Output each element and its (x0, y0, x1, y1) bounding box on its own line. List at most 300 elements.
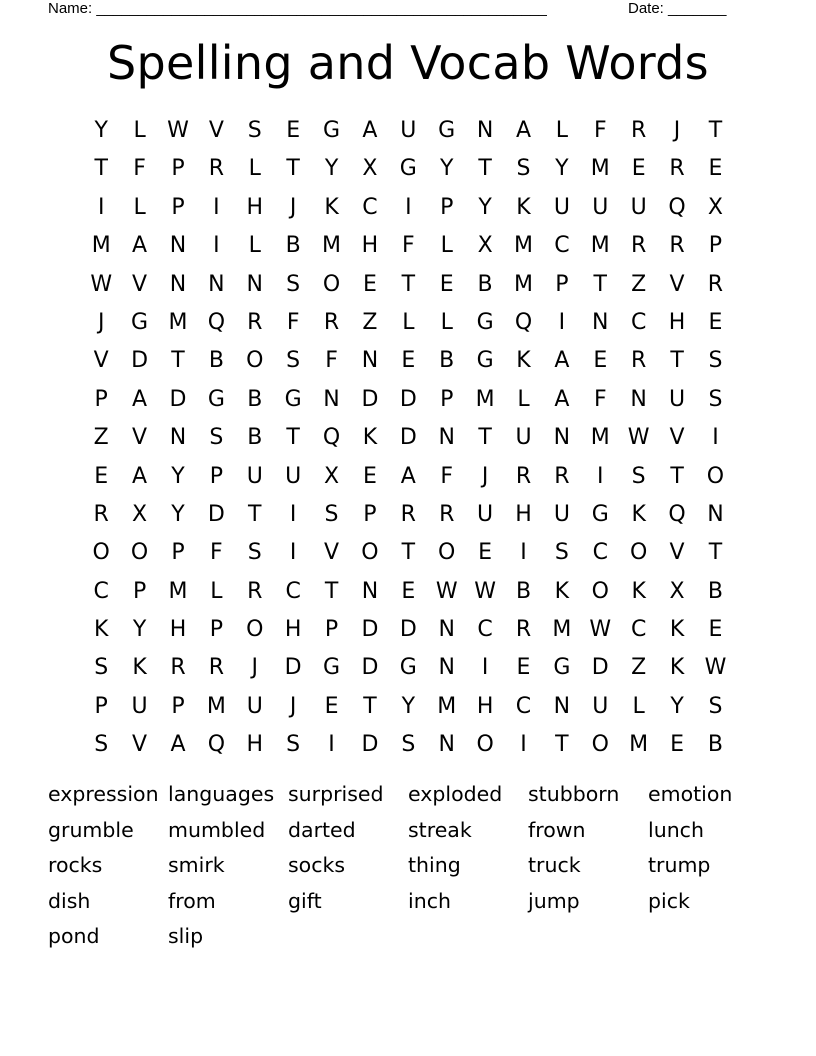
grid-letter: P (132, 578, 147, 604)
word-bank-item: streak (408, 817, 472, 842)
grid-letter: K (516, 348, 531, 374)
word-search-grid (82, 112, 735, 765)
grid-letter: S (94, 655, 109, 681)
grid-letter: T (708, 118, 723, 143)
grid-letter: W (167, 118, 189, 143)
grid-letter: T (363, 693, 377, 719)
grid-letter: M (629, 732, 649, 758)
grid-letter: G (399, 156, 417, 182)
grid-letter: D (361, 732, 379, 758)
grid-letter: E (362, 463, 377, 489)
grid-letter: J (251, 655, 258, 681)
grid-letter: Y (478, 194, 492, 220)
grid-letter: N (246, 271, 263, 297)
word-bank-item: lunch (648, 817, 704, 842)
grid-letter: N (169, 425, 187, 451)
grid-letter: O (630, 540, 648, 566)
grid-letter: T (401, 271, 416, 297)
grid-letter: U (592, 194, 609, 220)
grid-letter: K (669, 617, 685, 643)
word-bank-item: jump (528, 888, 580, 913)
grid-letter: B (247, 386, 263, 412)
word-bank (48, 777, 768, 955)
grid-letter: O (246, 617, 264, 643)
grid-letter: V (132, 425, 148, 451)
grid-row (82, 458, 735, 496)
grid-letter: E (324, 693, 339, 719)
grid-letter: U (246, 693, 263, 719)
grid-letter: K (669, 655, 685, 681)
grid-letter: I (520, 540, 527, 566)
grid-letter: R (631, 118, 647, 143)
grid-letter: L (440, 233, 453, 259)
grid-letter: S (324, 501, 339, 527)
grid-letter: N (630, 386, 647, 412)
grid-letter: R (400, 501, 416, 527)
grid-letter: S (631, 463, 646, 489)
grid-letter: M (168, 309, 188, 335)
grid-letter: Q (514, 309, 533, 335)
grid-letter: M (206, 693, 226, 719)
grid-letter: I (97, 194, 105, 220)
grid-letter: Y (171, 501, 185, 527)
grid-letter: V (132, 732, 148, 758)
grid-letter: N (592, 309, 609, 335)
grid-letter: Y (132, 617, 147, 643)
grid-letter: E (631, 156, 646, 182)
grid-letter: Z (631, 271, 647, 297)
grid-letter: H (169, 617, 187, 643)
grid-letter: S (708, 348, 723, 374)
grid-letter: A (515, 118, 532, 143)
grid-letter: L (210, 578, 223, 604)
grid-letter: L (440, 309, 453, 335)
grid-letter: F (210, 540, 223, 566)
grid-letter: V (132, 271, 148, 297)
grid-letter: E (516, 655, 531, 681)
grid-letter: A (362, 118, 378, 143)
grid-letter: G (207, 386, 225, 412)
grid-letter: T (94, 156, 108, 182)
grid-letter: A (132, 233, 148, 259)
grid-letter: C (630, 309, 647, 335)
grid-letter: H (284, 617, 302, 643)
grid-row (82, 496, 735, 534)
grid-letter: C (285, 578, 301, 604)
grid-letter: B (439, 348, 455, 374)
grid-letter: W (474, 578, 496, 604)
name-field-label[interactable]: Name: ______________________________________________________ (48, 0, 547, 17)
grid-letter: A (132, 463, 148, 489)
word-bank-item: from (168, 888, 216, 913)
grid-letter: B (285, 233, 301, 259)
word-bank-item: socks (288, 853, 346, 877)
grid-letter: J (289, 194, 297, 220)
grid-letter: C (592, 540, 608, 566)
grid-letter: J (289, 693, 297, 719)
grid-row (82, 381, 735, 419)
grid-row (82, 112, 735, 150)
grid-letter: N (553, 425, 571, 451)
grid-letter: I (481, 655, 489, 681)
grid-letter: P (171, 156, 185, 182)
grid-letter: O (591, 732, 609, 758)
grid-letter: T (248, 501, 262, 527)
grid-letter: U (246, 463, 263, 489)
grid-letter: V (324, 540, 340, 566)
grid-letter: S (247, 118, 262, 143)
grid-letter: R (631, 233, 647, 259)
grid-letter: P (708, 233, 723, 259)
grid-letter: Q (668, 194, 686, 220)
grid-letter: R (439, 501, 455, 527)
grid-letter: Z (93, 425, 109, 451)
grid-letter: C (630, 617, 647, 643)
grid-letter: U (630, 194, 647, 220)
grid-letter: R (707, 271, 724, 297)
grid-letter: W (704, 655, 727, 681)
grid-letter: O (706, 463, 725, 489)
grid-letter: D (131, 348, 149, 374)
grid-letter: K (631, 501, 646, 527)
grid-letter: I (712, 425, 719, 451)
grid-letter: N (323, 386, 340, 412)
grid-letter: R (669, 233, 685, 259)
grid-letter: V (208, 118, 224, 143)
grid-letter: X (707, 194, 723, 220)
grid-letter: O (130, 540, 149, 566)
grid-letter: G (323, 655, 341, 681)
grid-letter: E (94, 463, 109, 489)
grid-letter: H (668, 309, 686, 335)
grid-letter: R (247, 578, 263, 604)
grid-letter: Z (631, 655, 647, 681)
grid-letter: P (171, 194, 185, 220)
grid-letter: M (322, 233, 342, 259)
grid-letter: G (131, 309, 149, 335)
grid-letter: D (207, 501, 225, 527)
grid-letter: P (209, 463, 223, 489)
word-bank-item: exploded (408, 782, 503, 806)
grid-letter: E (708, 309, 723, 335)
grid-letter: Y (439, 156, 454, 182)
grid-letter: G (399, 655, 417, 681)
grid-letter: K (324, 194, 339, 220)
grid-letter: L (133, 118, 146, 143)
grid-letter: V (93, 348, 109, 374)
grid-letter: Y (324, 156, 339, 182)
grid-letter: N (438, 732, 455, 758)
grid-letter: U (669, 386, 686, 412)
grid-row (82, 189, 735, 227)
grid-letter: C (554, 233, 570, 259)
grid-letter: I (597, 463, 604, 489)
grid-letter: S (286, 732, 301, 758)
grid-letter: M (590, 156, 610, 182)
grid-letter: V (669, 425, 685, 451)
grid-letter: N (438, 655, 455, 681)
grid-letter: N (169, 233, 187, 259)
grid-letter: L (555, 118, 569, 143)
grid-letter: U (131, 693, 148, 719)
grid-letter: W (435, 578, 458, 604)
grid-letter: R (208, 156, 225, 182)
grid-row (82, 573, 735, 611)
grid-letter: V (669, 540, 685, 566)
grid-letter: K (362, 425, 378, 451)
grid-letter: Y (94, 118, 108, 143)
date-field-label[interactable]: Date: _______ (628, 0, 727, 17)
grid-letter: P (440, 194, 454, 220)
grid-letter: C (362, 194, 378, 220)
grid-letter: E (708, 156, 723, 182)
grid-letter: I (558, 309, 566, 335)
grid-letter: R (515, 463, 532, 489)
grid-letter: T (670, 463, 684, 489)
grid-letter: C (515, 693, 532, 719)
grid-letter: Q (207, 732, 226, 758)
grid-letter: M (514, 233, 533, 259)
grid-letter: A (132, 386, 148, 412)
grid-letter: D (169, 386, 187, 412)
grid-letter: N (361, 348, 379, 374)
grid-letter: E (401, 348, 416, 374)
grid-letter: U (400, 118, 417, 143)
grid-letter: N (438, 617, 455, 643)
grid-letter: G (476, 309, 494, 335)
word-bank-item: trump (648, 853, 711, 877)
grid-letter: S (708, 386, 723, 412)
grid-letter: M (168, 578, 188, 604)
grid-letter: R (208, 655, 225, 681)
grid-letter: R (93, 501, 109, 527)
grid-row (82, 266, 735, 304)
grid-letter: N (208, 271, 225, 297)
grid-letter: M (514, 271, 533, 297)
grid-letter: F (133, 156, 146, 182)
grid-letter: B (247, 425, 263, 451)
grid-letter: T (593, 271, 607, 297)
grid-letter: Q (207, 309, 226, 335)
grid-letter: D (399, 425, 417, 451)
grid-letter: X (324, 463, 340, 489)
grid-letter: F (325, 348, 338, 374)
grid-letter: D (361, 386, 379, 412)
word-bank-item: expression (48, 782, 159, 806)
grid-letter: R (323, 309, 340, 335)
grid-row (82, 688, 735, 726)
grid-letter: K (631, 578, 646, 604)
grid-letter: A (170, 732, 186, 758)
grid-letter: N (169, 271, 187, 297)
grid-letter: S (708, 693, 723, 719)
grid-letter: T (670, 348, 684, 374)
word-bank-item: pick (648, 888, 690, 913)
grid-letter: I (328, 732, 335, 758)
grid-letter: X (362, 156, 378, 182)
word-bank-item: dish (48, 888, 91, 913)
grid-letter: H (476, 693, 494, 719)
grid-letter: E (286, 118, 301, 143)
grid-letter: F (440, 463, 454, 489)
grid-letter: S (209, 425, 224, 451)
grid-letter: O (591, 578, 609, 604)
grid-letter: D (361, 655, 379, 681)
grid-letter: U (592, 693, 609, 719)
grid-letter: R (515, 617, 532, 643)
grid-letter: D (591, 655, 609, 681)
grid-letter: G (284, 386, 302, 412)
grid-letter: O (361, 540, 379, 566)
grid-letter: S (94, 732, 109, 758)
header-row (48, 0, 748, 20)
word-bank-item: emotion (648, 782, 733, 806)
word-bank-item: pond (48, 924, 100, 948)
grid-row (82, 342, 735, 380)
grid-letter: B (477, 271, 493, 297)
grid-letter: S (516, 156, 531, 182)
word-bank-item: slip (168, 924, 204, 948)
grid-letter: S (286, 271, 301, 297)
grid-letter: N (707, 501, 724, 527)
grid-letter: P (555, 271, 569, 297)
page-title: Spelling and Vocab Words (107, 36, 709, 90)
grid-letter: U (515, 425, 532, 451)
grid-letter: P (171, 693, 185, 719)
grid-letter: H (246, 194, 264, 220)
grid-letter: J (97, 309, 105, 335)
grid-letter: V (669, 271, 685, 297)
grid-letter: O (246, 348, 264, 374)
grid-letter: E (401, 578, 416, 604)
grid-letter: L (517, 386, 530, 412)
grid-letter: Y (670, 693, 684, 719)
grid-letter: S (401, 732, 416, 758)
grid-letter: C (93, 578, 109, 604)
grid-letter: P (440, 386, 454, 412)
grid-letter: T (324, 578, 339, 604)
grid-letter: W (589, 617, 612, 643)
grid-letter: B (515, 578, 532, 604)
grid-letter: F (286, 309, 300, 335)
grid-letter: O (92, 540, 110, 566)
grid-letter: R (554, 463, 570, 489)
grid-letter: H (246, 732, 264, 758)
grid-letter: K (132, 655, 147, 681)
grid-letter: T (708, 540, 723, 566)
grid-letter: Q (668, 501, 686, 527)
grid-row (82, 534, 735, 572)
grid-letter: Y (171, 463, 185, 489)
grid-letter: U (285, 463, 302, 489)
grid-letter: U (553, 501, 570, 527)
grid-letter: J (673, 118, 681, 143)
grid-letter: P (94, 386, 108, 412)
grid-letter: A (554, 386, 570, 412)
grid-letter: P (363, 501, 377, 527)
grid-letter: L (402, 309, 415, 335)
grid-letter: G (476, 348, 494, 374)
grid-row (82, 419, 735, 457)
grid-letter: J (481, 463, 489, 489)
grid-letter: R (669, 156, 685, 182)
word-bank-item: inch (408, 888, 451, 913)
grid-letter: S (554, 540, 569, 566)
word-bank-item: languages (168, 782, 275, 806)
grid-letter: I (289, 501, 297, 527)
grid-letter: X (669, 578, 685, 604)
grid-letter: F (593, 118, 607, 143)
grid-letter: K (554, 578, 570, 604)
grid-letter: E (362, 271, 377, 297)
grid-letter: O (438, 540, 456, 566)
grid-letter: Z (362, 309, 378, 335)
grid-row (82, 304, 735, 342)
grid-letter: B (208, 348, 224, 374)
grid-letter: E (593, 348, 608, 374)
grid-letter: R (170, 655, 186, 681)
grid-letter: T (286, 156, 300, 182)
grid-letter: M (552, 617, 572, 643)
grid-letter: G (553, 655, 571, 681)
grid-letter: F (593, 386, 607, 412)
grid-letter: G (323, 118, 341, 143)
grid-letter: L (248, 233, 261, 259)
grid-letter: M (475, 386, 495, 412)
grid-letter: L (133, 194, 146, 220)
word-bank-item: gift (288, 888, 322, 913)
grid-letter: P (324, 617, 339, 643)
word-bank-item: stubborn (528, 782, 620, 806)
grid-letter: D (399, 617, 417, 643)
grid-letter: M (91, 233, 111, 259)
grid-letter: S (247, 540, 262, 566)
grid-letter: T (555, 732, 569, 758)
grid-letter: H (515, 501, 532, 527)
grid-letter: Y (555, 156, 569, 182)
grid-row (82, 611, 735, 649)
grid-letter: D (399, 386, 417, 412)
grid-letter: M (590, 425, 610, 451)
grid-letter: O (322, 271, 341, 297)
grid-letter: N (476, 118, 494, 143)
grid-letter: S (286, 348, 301, 374)
grid-letter: E (708, 617, 723, 643)
grid-letter: E (478, 540, 493, 566)
grid-letter: L (248, 156, 261, 182)
grid-letter: I (405, 194, 412, 220)
word-bank-item: frown (528, 817, 586, 842)
grid-letter: R (631, 348, 647, 374)
grid-letter: P (171, 540, 185, 566)
grid-letter: M (590, 233, 610, 259)
grid-row (82, 227, 735, 265)
grid-letter: E (439, 271, 454, 297)
grid-letter: A (554, 348, 570, 374)
grid-letter: T (286, 425, 300, 451)
grid-letter: P (209, 617, 223, 643)
grid-letter: T (478, 156, 492, 182)
grid-letter: W (627, 425, 650, 451)
grid-letter: T (478, 425, 492, 451)
grid-letter: X (477, 233, 493, 259)
grid-letter: N (553, 693, 571, 719)
grid-letter: W (90, 271, 113, 297)
grid-letter: C (477, 617, 493, 643)
grid-letter: N (361, 578, 379, 604)
grid-letter: I (289, 540, 297, 566)
grid-letter: Y (401, 693, 416, 719)
